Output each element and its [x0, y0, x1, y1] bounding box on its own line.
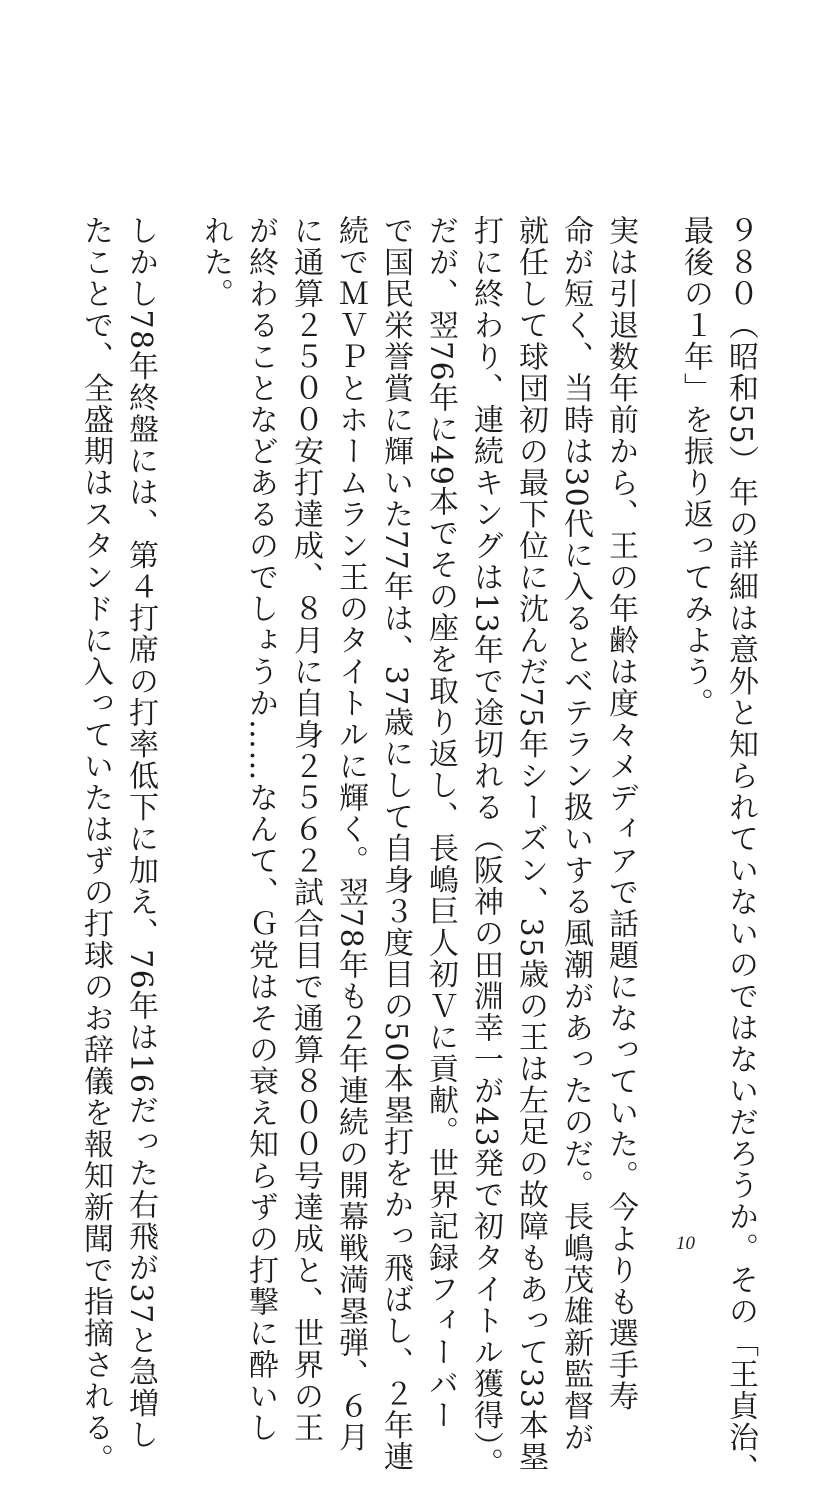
text-line: で国民栄誉賞に輝いた77年は、37歳にして自身３度目の50本塁打をかっ飛ばし、２年連: [378, 215, 413, 1473]
text-line: 打に終わり、連続キングは13年で途切れる（阪神の田淵幸一が43発で初タイトル獲得）。: [468, 215, 503, 1480]
text-line: ９８０（昭和55）年の詳細は意外と知られていないのではないだろうか。その「王貞治、: [723, 215, 758, 1485]
text-line: れた。: [198, 215, 233, 310]
text-line: に通算２５００安打達成、８月に自身２５６２試合目で通算８００号達成と、世界の王: [288, 215, 323, 1444]
text-line: だが、翌76年に49本でその座を取り返し、長嶋巨人初Ｖに貢献。世界記録フィーバー: [423, 215, 458, 1432]
paragraph-start-line: しかし78年終盤には、第４打席の打率低下に加え、76年は16だった右飛が37と急増し: [123, 215, 158, 1451]
paragraph-start-line: 実は引退数年前から、王の年齢は度々メディアで話題になっていた。今よりも選手寿: [603, 215, 638, 1412]
text-line: が終わることなどあるのでしょうか……なんて、Ｇ党はその衰え知らずの打撃に酔いし: [243, 215, 278, 1444]
text-line: 命が短く、当時は30代に入るとベテラン扱いする風潮があったのだ。長嶋茂雄新監督が: [558, 215, 593, 1454]
page-number: 10: [676, 1233, 695, 1254]
text-line: 続でＭＶＰとホームラン王のタイトルに輝く。翌78年も２年連続の開幕戦満塁弾、６月: [333, 215, 368, 1454]
text-line: 就任して球団初の最下位に沈んだ75年シーズン、35歳の王は左足の故障もあって33本塁: [513, 215, 548, 1473]
text-line: たことで、全盛期はスタンドに入っていたはずの打球のお辞儀を報知新聞で指摘される。: [78, 215, 113, 1475]
text-line: 最後の１年」を振り返ってみよう。: [678, 215, 713, 719]
